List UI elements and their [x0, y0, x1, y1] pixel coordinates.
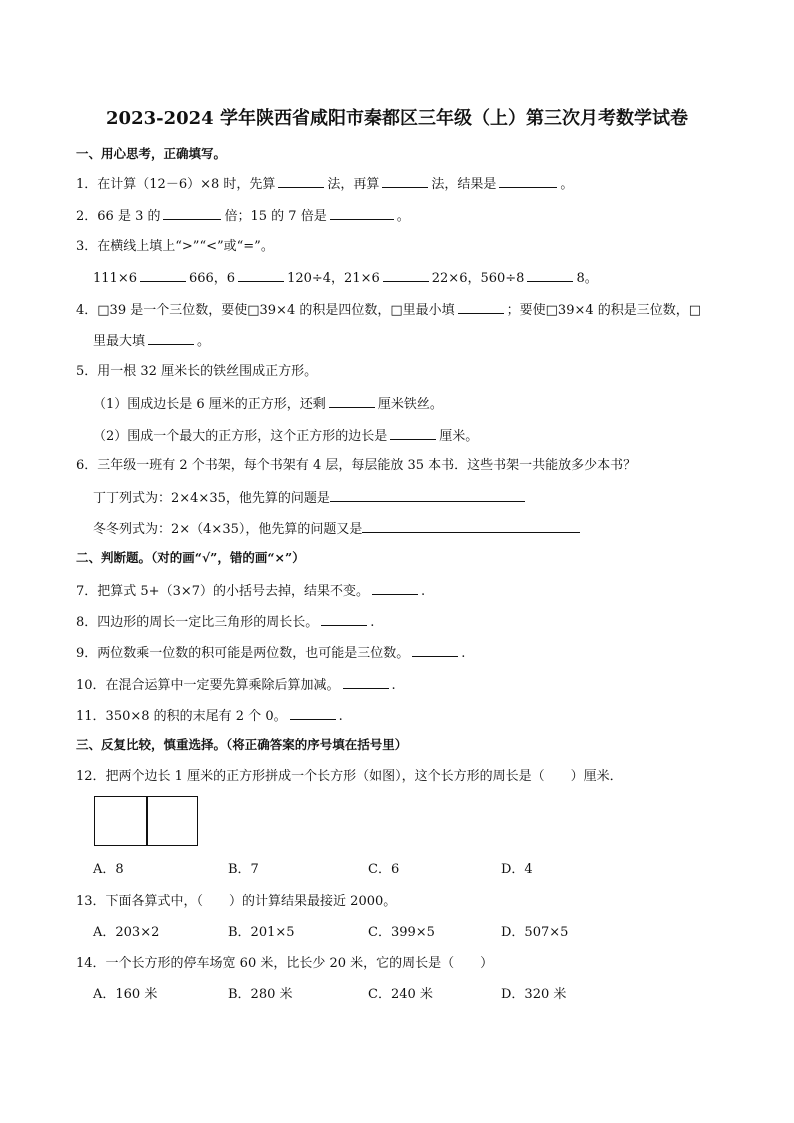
q4-text-a: 4．□39 是一个三位数，要使□39×4 的积是四位数，□里最小填 — [76, 303, 455, 318]
q1-blank-2[interactable] — [382, 174, 428, 188]
question-6-line-2 — [93, 519, 724, 539]
q14-option-c[interactable]: C．240 米 — [368, 987, 433, 1002]
q12-option-c[interactable]: C．6 — [368, 862, 400, 877]
q11-text: 11．350×8 的积的末尾有 2 个 0。 — [76, 709, 287, 724]
q5-blank-2[interactable] — [390, 426, 436, 440]
q7-text: 7．把算式 5+（3×7）的小括号去掉，结果不变。 — [76, 584, 370, 599]
two-squares-rectangle-figure — [94, 796, 198, 846]
q4-blank-2[interactable] — [148, 331, 194, 345]
q11-blank[interactable] — [290, 706, 336, 720]
section-2-heading: 二、判断题。（对的画“√”，错的画“×”） — [76, 550, 305, 565]
q12-option-d[interactable]: D．4 — [501, 862, 533, 877]
question-5-stem: 5．用一根 32 厘米长的铁丝围成正方形。 — [76, 364, 318, 379]
q2-blank-1[interactable] — [163, 206, 221, 220]
q7-blank[interactable] — [372, 581, 418, 595]
question-6-stem: 6．三年级一班有 2 个书架，每个书架有 4 层，每层能放 35 本书．这些书架一共能放多少本书？ — [76, 458, 637, 473]
q9-end: . — [461, 646, 466, 661]
q5-s2-text-b: 厘米。 — [439, 429, 479, 444]
q13-option-c[interactable]: C．399×5 — [368, 925, 435, 940]
q10-blank[interactable] — [343, 675, 389, 689]
q6-l1-text: 丁丁列式为：2×4×35，他先算的问题是 — [93, 491, 330, 506]
q1-blank-1[interactable] — [278, 174, 324, 188]
question-4 — [76, 300, 724, 320]
q3-blank-2[interactable] — [238, 268, 284, 282]
q9-blank[interactable] — [412, 643, 458, 657]
q1-text-b: 法，再算 — [327, 177, 380, 192]
q1-text-c: 法，结果是 — [431, 177, 497, 192]
question-14-stem: 14．一个长方形的停车场宽 60 米，比长少 20 米，它的周长是（ ） — [76, 956, 494, 971]
q2-blank-2[interactable] — [330, 206, 394, 220]
question-12-stem: 12．把两个边长 1 厘米的正方形拼成一个长方形（如图），这个长方形的周长是（ ）厘米． — [76, 769, 623, 784]
section-3-heading: 三、反复比较，慎重选择。（将正确答案的序号填在括号里） — [76, 737, 408, 752]
q8-blank[interactable] — [321, 612, 367, 626]
question-5-sub-2 — [93, 426, 724, 446]
q5-s1-text-b: 厘米铁丝。 — [377, 397, 443, 412]
q2-text-b: 倍；15 的 7 倍是 — [224, 209, 327, 224]
q5-s2-text-a: （2）围成一个最大的正方形，这个正方形的边长是 — [93, 429, 388, 444]
question-7 — [76, 581, 724, 601]
q3-part-1: 111×6 — [93, 271, 137, 286]
exam-title: 2023-2024 学年陕西省咸阳市秦都区三年级（上）第三次月考数学试卷 — [106, 108, 688, 129]
q3-blank-3[interactable] — [383, 268, 429, 282]
q1-text-a: 1．在计算（12－6）×8 时，先算 — [76, 177, 276, 192]
q1-blank-3[interactable] — [499, 174, 557, 188]
q13-option-d[interactable]: D．507×5 — [501, 925, 569, 940]
q3-blank-4[interactable] — [527, 268, 573, 282]
question-10 — [76, 675, 724, 695]
q4-blank-1[interactable] — [458, 300, 504, 314]
question-5-sub-1 — [93, 394, 724, 414]
rectangle-divider-line — [146, 797, 148, 845]
q8-end: . — [370, 615, 375, 630]
q7-end: . — [421, 584, 426, 599]
q6-l2-text: 冬冬列式为：2×（4×35），他先算的问题又是 — [93, 522, 363, 537]
q2-text-c: 。 — [396, 209, 410, 224]
q13-option-a[interactable]: A．203×2 — [93, 925, 160, 940]
q14-option-d[interactable]: D．320 米 — [501, 987, 567, 1002]
question-3-stem: 3．在横线上填上“>”“<”或“=”。 — [76, 239, 274, 254]
q9-text: 9．两位数乘一位数的积可能是两位数，也可能是三位数。 — [76, 646, 410, 661]
q12-option-b[interactable]: B．7 — [228, 862, 259, 877]
q14-option-a[interactable]: A．160 米 — [93, 987, 158, 1002]
q4-text-b: ；要使□39×4 的积是三位数，□ — [506, 303, 702, 318]
q14-option-b[interactable]: B．280 米 — [228, 987, 293, 1002]
question-13-stem: 13．下面各算式中，（ ）的计算结果最接近 2000。 — [76, 894, 397, 909]
question-11 — [76, 706, 724, 726]
question-2 — [76, 206, 724, 226]
q10-text: 10．在混合运算中一定要先算乘除后算加减。 — [76, 678, 340, 693]
q5-s1-text-a: （1）围成边长是 6 厘米的正方形，还剩 — [93, 397, 326, 412]
q11-end: . — [338, 709, 343, 724]
q4-text-c: 里最大填 — [93, 334, 146, 349]
q3-part-4: 22×6，560÷8 — [431, 271, 525, 286]
q6-blank-1[interactable] — [330, 488, 525, 502]
q10-end: . — [391, 678, 396, 693]
question-6-line-1 — [93, 488, 724, 508]
q5-blank-1[interactable] — [329, 394, 375, 408]
question-4-cont — [93, 331, 724, 351]
section-1-heading: 一、用心思考，正确填写。 — [76, 146, 227, 161]
question-1 — [76, 174, 724, 194]
q8-text: 8．四边形的周长一定比三角形的周长长。 — [76, 615, 319, 630]
question-8 — [76, 612, 724, 632]
q12-option-a[interactable]: A．8 — [93, 862, 124, 877]
q3-blank-1[interactable] — [140, 268, 186, 282]
q3-part-3: 120÷4，21×6 — [287, 271, 380, 286]
q6-blank-2[interactable] — [362, 519, 580, 533]
q4-text-d: 。 — [197, 334, 211, 349]
q3-part-2: 666，6 — [188, 271, 236, 286]
question-9 — [76, 643, 724, 663]
question-3-items — [93, 268, 724, 288]
q2-text-a: 2．66 是 3 的 — [76, 209, 161, 224]
q3-part-5: 8。 — [576, 271, 598, 286]
q13-option-b[interactable]: B．201×5 — [228, 925, 295, 940]
q1-text-d: 。 — [560, 177, 574, 192]
